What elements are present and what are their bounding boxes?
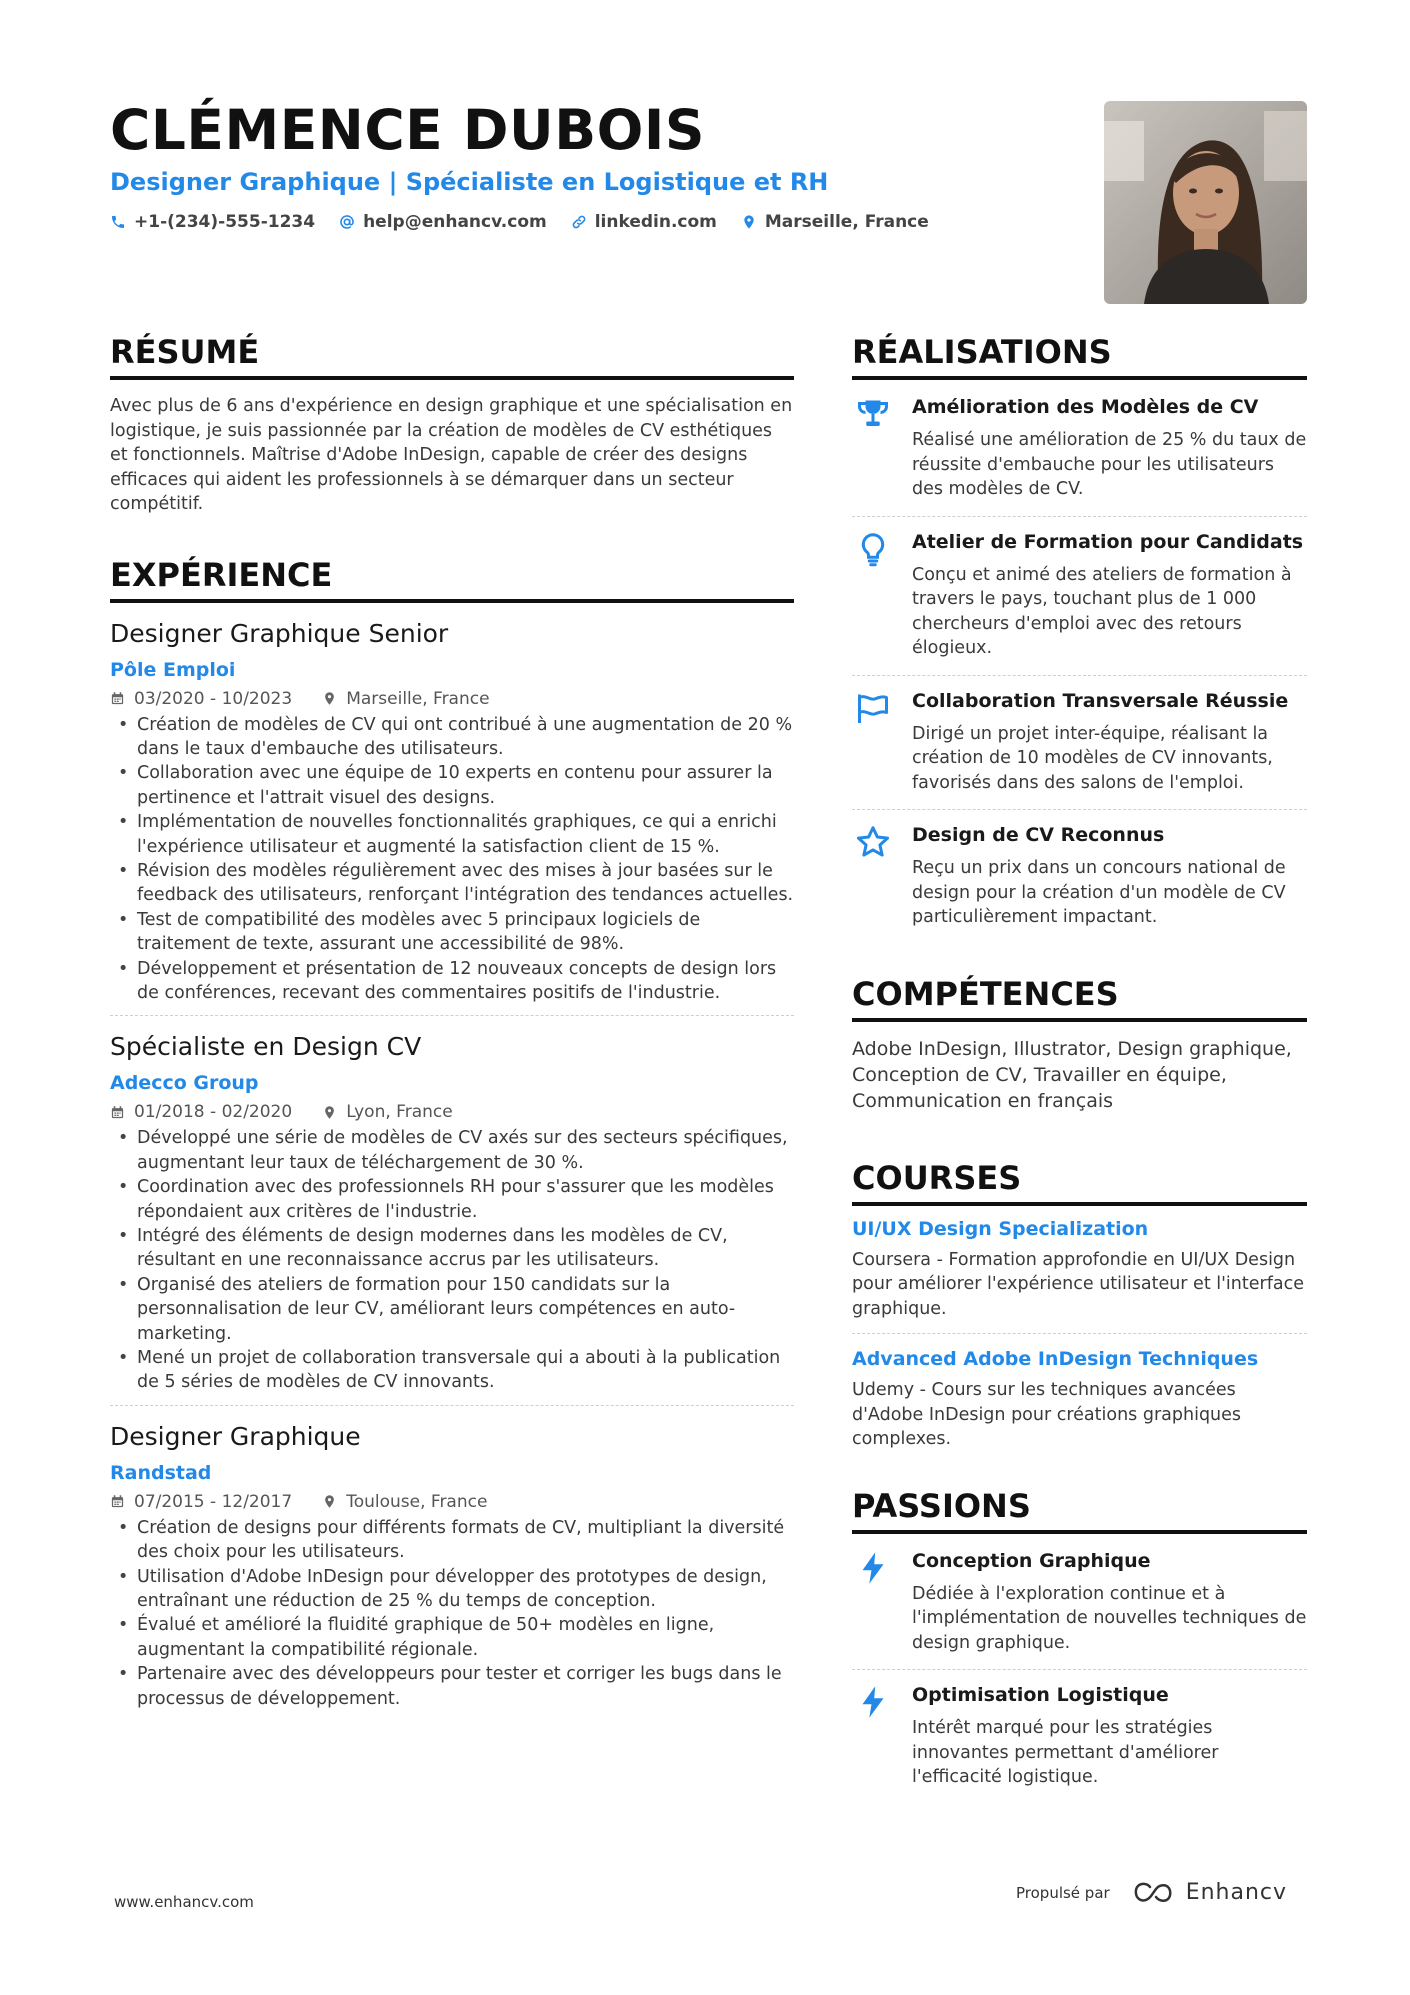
achievement-item xyxy=(852,382,1307,517)
achievement-title: Collaboration Transversale Réussie xyxy=(912,689,1289,712)
job-title: Spécialiste en Design CV xyxy=(110,1032,422,1062)
job-meta xyxy=(110,687,794,711)
location-pin-icon xyxy=(322,1105,337,1120)
passion-desc: Dédiée à l'exploration continue et à l'implémentation de nouvelles techniques de design graphique. xyxy=(912,1583,1307,1653)
company-name[interactable]: Pôle Emploi xyxy=(110,658,236,681)
bullet-item: • Coordination avec des professionnels RH pour s'assurer que les modèles répondaient aux critères de l'industrie. xyxy=(110,1175,794,1224)
job-meta xyxy=(110,1490,794,1514)
achievement-desc: Conçu et animé des ateliers de formation à travers le pays, touchant plus de 1 000 chercheurs d'emploi avec des retours élogieux. xyxy=(912,564,1292,658)
phone-text: +1-(234)-555-1234 xyxy=(134,212,316,232)
job-title: Designer Graphique Senior xyxy=(110,618,449,648)
section-title-achievements: RÉALISATIONS xyxy=(852,330,1307,380)
job-location xyxy=(322,1100,452,1124)
bullet-item: • Évalué et amélioré la fluidité graphique de 50+ modèles en ligne, augmentant la compatibilité régionale. xyxy=(110,1613,794,1662)
job-meta xyxy=(110,1100,794,1124)
bullet-item: • Organisé des ateliers de formation pour 150 candidats sur la personnalisation de leur CV, améliorant leurs compétences en auto-marketing. xyxy=(110,1273,794,1346)
courses-section xyxy=(852,1156,1307,1464)
bullet-item: • Test de compatibilité des modèles avec 5 principaux logiciels de traitement de texte, assurant une accessibilité de 98%. xyxy=(110,908,794,957)
achievements-section xyxy=(852,330,1307,944)
bolt-icon xyxy=(855,1684,891,1720)
experience-section xyxy=(110,553,794,1722)
job-dates xyxy=(110,687,292,711)
bullet-item: • Création de modèles de CV qui ont contribué à une augmentation de 20 % dans le taux d'embauche des utilisateurs. xyxy=(110,713,794,762)
bullet-item: • Implémentation de nouvelles fonctionnalités graphiques, ce qui a enrichi l'expérience utilisateur et augmenté la satisfaction client de 15 %. xyxy=(110,810,794,859)
location-pin-icon xyxy=(322,1494,337,1509)
achievement-title: Amélioration des Modèles de CV xyxy=(912,396,1259,418)
achievement-desc: Reçu un prix dans un concours national de design pour la création d'un modèle de CV particulièrement impactant. xyxy=(912,858,1286,927)
location-text: Lyon, France xyxy=(346,1102,453,1123)
candidate-name: CLÉMENCE DUBOIS xyxy=(110,98,705,162)
job-title: Designer Graphique xyxy=(110,1421,361,1451)
passion-item xyxy=(852,1670,1307,1804)
achievement-title: Design de CV Reconnus xyxy=(912,824,1165,846)
bullet-item: • Collaboration avec une équipe de 10 experts en contenu pour assurer la pertinence et l'attrait visuel des designs. xyxy=(110,761,794,810)
course-desc: Coursera - Formation approfondie en UI/UX Design pour améliorer l'expérience utilisateur et l'interface graphique. xyxy=(852,1249,1304,1319)
contact-linkedin[interactable] xyxy=(571,212,717,232)
location-pin-icon xyxy=(741,214,757,230)
job-entry xyxy=(110,617,794,1017)
company-name[interactable]: Adecco Group xyxy=(110,1072,259,1095)
section-title-courses: COURSES xyxy=(852,1156,1307,1206)
candidate-subtitle: Designer Graphique | Spécialiste en Logistique et RH xyxy=(110,168,829,196)
phone-icon xyxy=(110,214,126,230)
location-pin-icon xyxy=(322,691,337,706)
trophy-icon xyxy=(855,396,891,432)
bullet-item: • Développé une série de modèles de CV axés sur des secteurs spécifiques, augmentant leur taux de téléchargement de 30 %. xyxy=(110,1126,794,1175)
dates-text: 03/2020 - 10/2023 xyxy=(134,688,293,709)
course-item xyxy=(852,1346,1307,1464)
calendar-icon xyxy=(110,1105,125,1120)
company-name[interactable]: Randstad xyxy=(110,1461,212,1484)
bullet-item: • Mené un projet de collaboration transversale qui a abouti à la publication de 5 séries de modèles de CV innovants. xyxy=(110,1346,794,1395)
job-entry xyxy=(110,1420,794,1721)
course-title[interactable]: UI/UX Design Specialization xyxy=(852,1217,1149,1240)
passions-section xyxy=(852,1484,1307,1804)
enhancv-logo-icon xyxy=(1130,1881,1176,1905)
course-item xyxy=(852,1216,1307,1335)
bullet-item: • Développement et présentation de 12 nouveaux concepts de design lors de conférences, recevant des commentaires positifs de l'industrie. xyxy=(110,957,794,1006)
job-dates xyxy=(110,1490,292,1514)
summary-text: Avec plus de 6 ans d'expérience en design graphique et une spécialisation en logistique, je suis passionnée par la création de modèles de CV esthétiques et fonctionnels. Maîtrise d'Adobe InDesign, capable de créer des designs efficaces qui aident les professionnels à se démarquer dans un secteur compétitif. xyxy=(110,396,793,514)
bullet-item: • Révision des modèles régulièrement avec des mises à jour basées sur le feedback des utilisateurs, renforçant l'intégration des tendances actuelles. xyxy=(110,859,794,908)
bullet-item: • Partenaire avec des développeurs pour tester et corriger les bugs dans le processus de développement. xyxy=(110,1662,794,1711)
star-icon xyxy=(855,824,891,860)
contact-location xyxy=(741,212,929,232)
job-dates xyxy=(110,1100,292,1124)
footer-website[interactable]: www.enhancv.com xyxy=(114,1893,254,1911)
section-title-experience: EXPÉRIENCE xyxy=(110,553,794,603)
footer-branding xyxy=(1016,1880,1287,1905)
passion-title: Optimisation Logistique xyxy=(912,1684,1169,1706)
profile-photo xyxy=(1104,101,1307,304)
bolt-icon xyxy=(855,1550,891,1586)
bullet-item: • Intégré des éléments de design modernes dans les modèles de CV, résultant en une reconnaissance accrus par les utilisateurs. xyxy=(110,1224,794,1273)
achievement-item xyxy=(852,810,1307,944)
achievement-desc: Dirigé un projet inter-équipe, réalisant la création de 10 modèles de CV innovants, favorisés dans des salons de l'emploi. xyxy=(912,723,1273,793)
job-location xyxy=(322,687,489,711)
bullet-item: • Création de designs pour différents formats de CV, multipliant la diversité des choix pour les utilisateurs. xyxy=(110,1516,794,1565)
calendar-icon xyxy=(110,1494,125,1509)
job-location xyxy=(322,1490,487,1514)
link-icon xyxy=(571,214,587,230)
skills-section xyxy=(852,972,1307,1114)
achievement-item xyxy=(852,676,1307,811)
job-entry xyxy=(110,1030,794,1405)
linkedin-text: linkedin.com xyxy=(594,212,717,232)
enhancv-logo[interactable] xyxy=(1130,1880,1287,1905)
job-bullets xyxy=(110,1516,794,1711)
contact-bar xyxy=(110,212,1070,232)
flag-icon xyxy=(855,690,891,726)
dates-text: 07/2015 - 12/2017 xyxy=(134,1491,293,1512)
skills-text: Adobe InDesign, Illustrator, Design graphique, Conception de CV, Travailler en équipe, Communication en français xyxy=(852,1037,1292,1112)
bullet-item: • Utilisation d'Adobe InDesign pour développer des prototypes de design, entraînant une réduction de 25 % du temps de conception. xyxy=(110,1565,794,1614)
lightbulb-icon xyxy=(855,531,891,567)
email-text: help@enhancv.com xyxy=(363,212,547,232)
at-icon xyxy=(339,214,355,230)
location-text: Marseille, France xyxy=(764,212,929,232)
course-desc: Udemy - Cours sur les techniques avancées d'Adobe InDesign pour créations graphiques complexes. xyxy=(852,1380,1242,1449)
summary-section xyxy=(110,330,794,517)
contact-phone[interactable] xyxy=(110,212,315,232)
job-bullets xyxy=(110,713,794,1006)
job-bullets xyxy=(110,1126,794,1394)
calendar-icon xyxy=(110,691,125,706)
location-text: Marseille, France xyxy=(346,688,490,709)
achievement-desc: Réalisé une amélioration de 25 % du taux de réussite d'embauche pour les utilisateurs des modèles de CV. xyxy=(912,430,1307,499)
left-column xyxy=(110,330,794,1735)
contact-email[interactable] xyxy=(339,212,547,232)
location-text: Toulouse, France xyxy=(346,1491,488,1512)
brand-name: Enhancv xyxy=(1185,1880,1288,1905)
section-title-skills: COMPÉTENCES xyxy=(852,972,1307,1022)
right-column xyxy=(852,330,1307,1804)
section-title-summary: RÉSUMÉ xyxy=(110,330,794,380)
powered-by-text: Propulsé par xyxy=(1016,1883,1110,1902)
course-title[interactable]: Advanced Adobe InDesign Techniques xyxy=(852,1348,1259,1370)
passion-item xyxy=(852,1536,1307,1671)
passion-title: Conception Graphique xyxy=(912,1549,1151,1572)
achievement-item xyxy=(852,517,1307,676)
passion-desc: Intérêt marqué pour les stratégies innovantes permettant d'améliorer l'efficacité logistique. xyxy=(912,1718,1219,1787)
section-title-passions: PASSIONS xyxy=(852,1484,1307,1534)
dates-text: 01/2018 - 02/2020 xyxy=(134,1102,293,1123)
resume-header xyxy=(110,98,1070,232)
achievement-title: Atelier de Formation pour Candidats xyxy=(912,530,1304,553)
